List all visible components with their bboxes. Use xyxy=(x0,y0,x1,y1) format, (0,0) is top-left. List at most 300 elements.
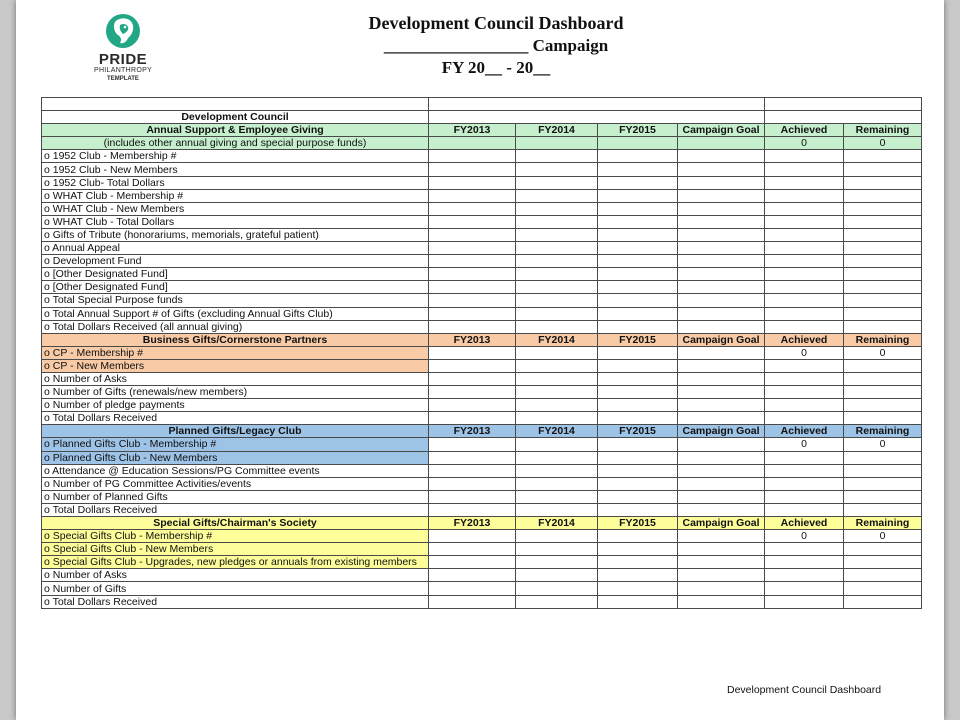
line-item-label: o Development Fund xyxy=(42,255,429,268)
value-cell xyxy=(844,268,922,281)
value-cell xyxy=(765,294,844,307)
value-cell xyxy=(516,137,598,150)
value-cell xyxy=(765,150,844,163)
value-cell xyxy=(598,176,678,189)
value-cell xyxy=(598,399,678,412)
value-cell xyxy=(765,268,844,281)
value-cell xyxy=(429,464,516,477)
value-cell xyxy=(678,477,765,490)
value-cell xyxy=(844,556,922,569)
value-cell xyxy=(844,399,922,412)
value-cell xyxy=(598,189,678,202)
value-cell xyxy=(429,281,516,294)
value-cell xyxy=(516,359,598,372)
value-cell xyxy=(678,359,765,372)
value-cell xyxy=(598,556,678,569)
line-item-label: o 1952 Club - New Members xyxy=(42,163,429,176)
value-cell xyxy=(516,556,598,569)
table-label-row xyxy=(42,111,922,124)
value-cell xyxy=(598,359,678,372)
value-cell xyxy=(429,543,516,556)
value-cell xyxy=(516,530,598,543)
value-cell xyxy=(678,399,765,412)
value-cell xyxy=(429,228,516,241)
value-cell xyxy=(429,150,516,163)
value-cell xyxy=(844,163,922,176)
value-cell xyxy=(429,176,516,189)
value-cell xyxy=(678,189,765,202)
value-cell xyxy=(429,189,516,202)
line-item-row xyxy=(42,281,922,294)
line-item-label: o Special Gifts Club - Upgrades, new pledges or annuals from existing members xyxy=(42,556,429,569)
table-blank-cell xyxy=(42,98,429,111)
value-cell xyxy=(516,412,598,425)
value-cell xyxy=(678,503,765,516)
value-cell xyxy=(678,372,765,385)
value-cell xyxy=(598,464,678,477)
value-cell xyxy=(429,582,516,595)
value-cell xyxy=(765,372,844,385)
value-cell xyxy=(678,320,765,333)
column-header: Campaign Goal xyxy=(678,124,765,137)
value-cell xyxy=(765,595,844,608)
line-item-row xyxy=(42,399,922,412)
column-header: FY2014 xyxy=(516,517,598,530)
section-title: Business Gifts/Cornerstone Partners xyxy=(42,333,429,346)
value-cell xyxy=(598,477,678,490)
line-item-label: o Total Special Purpose funds xyxy=(42,294,429,307)
value-cell xyxy=(429,556,516,569)
achieved-value: 0 xyxy=(765,438,844,451)
value-cell xyxy=(765,503,844,516)
value-cell xyxy=(765,255,844,268)
table-blank-cell xyxy=(765,98,922,111)
column-header: FY2015 xyxy=(598,425,678,438)
value-cell xyxy=(844,477,922,490)
line-item-row xyxy=(42,202,922,215)
value-cell xyxy=(429,595,516,608)
value-cell xyxy=(516,320,598,333)
value-cell xyxy=(678,438,765,451)
line-item-row xyxy=(42,582,922,595)
value-cell xyxy=(429,438,516,451)
remaining-value: 0 xyxy=(844,346,922,359)
document-page xyxy=(16,0,944,720)
value-cell xyxy=(765,163,844,176)
value-cell xyxy=(429,530,516,543)
line-item-row xyxy=(42,176,922,189)
section-totals-row xyxy=(42,438,922,451)
line-item-label: o 1952 Club - Membership # xyxy=(42,150,429,163)
line-item-label: o WHAT Club - New Members xyxy=(42,202,429,215)
value-cell xyxy=(516,569,598,582)
value-cell xyxy=(516,215,598,228)
column-header: FY2014 xyxy=(516,333,598,346)
section-subtitle: (includes other annual giving and special purpose funds) xyxy=(42,137,429,150)
value-cell xyxy=(516,176,598,189)
line-item-label: o Number of Gifts (renewals/new members) xyxy=(42,386,429,399)
value-cell xyxy=(844,320,922,333)
value-cell xyxy=(844,386,922,399)
value-cell xyxy=(516,386,598,399)
line-item-row xyxy=(42,320,922,333)
value-cell xyxy=(844,294,922,307)
value-cell xyxy=(516,582,598,595)
value-cell xyxy=(678,530,765,543)
line-item-label: o Gifts of Tribute (honorariums, memorials, grateful patient) xyxy=(42,228,429,241)
campaign-title: _________________ Campaign xyxy=(383,36,609,55)
value-cell xyxy=(516,294,598,307)
value-cell xyxy=(429,477,516,490)
value-cell xyxy=(598,438,678,451)
column-header: Remaining xyxy=(844,517,922,530)
value-cell xyxy=(678,150,765,163)
table-top-spacer-row xyxy=(42,98,922,111)
value-cell xyxy=(765,464,844,477)
logo-sub-text: PHILANTHROPY xyxy=(93,67,153,74)
line-item-label: o Planned Gifts Club - New Members xyxy=(42,451,429,464)
value-cell xyxy=(598,569,678,582)
value-cell xyxy=(765,215,844,228)
value-cell xyxy=(429,320,516,333)
line-item-label: o Total Dollars Received (all annual giving) xyxy=(42,320,429,333)
value-cell xyxy=(765,176,844,189)
value-cell xyxy=(516,346,598,359)
value-cell xyxy=(678,386,765,399)
value-cell xyxy=(678,543,765,556)
pride-philanthropy-logo xyxy=(80,13,166,91)
line-item-row xyxy=(42,477,922,490)
value-cell xyxy=(765,307,844,320)
value-cell xyxy=(678,202,765,215)
line-item-row xyxy=(42,294,922,307)
line-item-row xyxy=(42,163,922,176)
line-item-label: o [Other Designated Fund] xyxy=(42,268,429,281)
table-blank-cell xyxy=(429,111,765,124)
value-cell xyxy=(678,137,765,150)
value-cell xyxy=(765,399,844,412)
value-cell xyxy=(598,412,678,425)
value-cell xyxy=(765,242,844,255)
value-cell xyxy=(844,281,922,294)
value-cell xyxy=(516,268,598,281)
value-cell xyxy=(429,202,516,215)
value-cell xyxy=(516,438,598,451)
value-cell xyxy=(598,215,678,228)
value-cell xyxy=(429,386,516,399)
value-cell xyxy=(678,569,765,582)
value-cell xyxy=(678,556,765,569)
column-header: FY2014 xyxy=(516,124,598,137)
line-item-row xyxy=(42,543,922,556)
value-cell xyxy=(678,307,765,320)
logo-template-text: TEMPLATE xyxy=(107,76,139,82)
column-header: Achieved xyxy=(765,124,844,137)
value-cell xyxy=(516,595,598,608)
value-cell xyxy=(429,372,516,385)
value-cell xyxy=(429,569,516,582)
logo-brand-text: PRIDE xyxy=(98,51,148,68)
value-cell xyxy=(844,228,922,241)
value-cell xyxy=(765,582,844,595)
value-cell xyxy=(429,399,516,412)
value-cell xyxy=(598,150,678,163)
value-cell xyxy=(516,543,598,556)
achieved-value: 0 xyxy=(765,346,844,359)
value-cell xyxy=(516,189,598,202)
value-cell xyxy=(598,268,678,281)
value-cell xyxy=(844,255,922,268)
line-item-row xyxy=(42,451,922,464)
value-cell xyxy=(598,490,678,503)
value-cell xyxy=(678,215,765,228)
value-cell xyxy=(598,320,678,333)
value-cell xyxy=(429,490,516,503)
column-header: FY2015 xyxy=(598,333,678,346)
value-cell xyxy=(516,228,598,241)
line-item-label: o WHAT Club - Total Dollars xyxy=(42,215,429,228)
value-cell xyxy=(598,543,678,556)
column-header: Remaining xyxy=(844,333,922,346)
value-cell xyxy=(598,163,678,176)
value-cell xyxy=(765,281,844,294)
value-cell xyxy=(429,346,516,359)
line-item-label: o Number of Gifts xyxy=(42,582,429,595)
value-cell xyxy=(765,490,844,503)
value-cell xyxy=(598,294,678,307)
value-cell xyxy=(429,359,516,372)
line-item-row xyxy=(42,556,922,569)
value-cell xyxy=(844,215,922,228)
value-cell xyxy=(598,451,678,464)
line-item-label: o CP - New Members xyxy=(42,359,429,372)
value-cell xyxy=(598,228,678,241)
value-cell xyxy=(678,490,765,503)
value-cell xyxy=(678,228,765,241)
value-cell xyxy=(844,595,922,608)
value-cell xyxy=(429,268,516,281)
column-header: Campaign Goal xyxy=(678,425,765,438)
line-item-label: o Total Dollars Received xyxy=(42,503,429,516)
value-cell xyxy=(678,582,765,595)
table-blank-cell xyxy=(765,111,922,124)
line-item-row xyxy=(42,255,922,268)
value-cell xyxy=(765,451,844,464)
value-cell xyxy=(678,451,765,464)
value-cell xyxy=(598,255,678,268)
value-cell xyxy=(765,477,844,490)
value-cell xyxy=(429,255,516,268)
line-item-row xyxy=(42,307,922,320)
line-item-label: o Number of Asks xyxy=(42,569,429,582)
value-cell xyxy=(678,281,765,294)
line-item-label: o Number of Asks xyxy=(42,372,429,385)
value-cell xyxy=(844,189,922,202)
line-item-row xyxy=(42,386,922,399)
line-item-row xyxy=(42,189,922,202)
line-item-label: o Special Gifts Club - Membership # xyxy=(42,530,429,543)
value-cell xyxy=(844,451,922,464)
value-cell xyxy=(598,242,678,255)
value-cell xyxy=(429,242,516,255)
line-item-row xyxy=(42,595,922,608)
value-cell xyxy=(678,163,765,176)
value-cell xyxy=(765,569,844,582)
line-item-label: o CP - Membership # xyxy=(42,346,429,359)
column-header: Achieved xyxy=(765,517,844,530)
value-cell xyxy=(844,372,922,385)
value-cell xyxy=(844,176,922,189)
value-cell xyxy=(516,150,598,163)
development-council-label: Development Council xyxy=(42,111,429,124)
value-cell xyxy=(765,320,844,333)
line-item-row xyxy=(42,372,922,385)
line-item-label: o WHAT Club - Membership # xyxy=(42,189,429,202)
achieved-value: 0 xyxy=(765,530,844,543)
value-cell xyxy=(516,372,598,385)
line-item-label: o Planned Gifts Club - Membership # xyxy=(42,438,429,451)
section-header-row xyxy=(42,517,922,530)
line-item-row xyxy=(42,359,922,372)
achieved-value: 0 xyxy=(765,137,844,150)
value-cell xyxy=(844,569,922,582)
value-cell xyxy=(844,359,922,372)
section-title: Annual Support & Employee Giving xyxy=(42,124,429,137)
line-item-label: o Number of pledge payments xyxy=(42,399,429,412)
value-cell xyxy=(429,215,516,228)
value-cell xyxy=(678,176,765,189)
value-cell xyxy=(765,202,844,215)
value-cell xyxy=(598,503,678,516)
value-cell xyxy=(598,202,678,215)
value-cell xyxy=(765,228,844,241)
value-cell xyxy=(516,464,598,477)
line-item-label: o Special Gifts Club - New Members xyxy=(42,543,429,556)
line-item-row xyxy=(42,228,922,241)
value-cell xyxy=(516,202,598,215)
value-cell xyxy=(598,137,678,150)
value-cell xyxy=(598,530,678,543)
value-cell xyxy=(429,307,516,320)
line-item-row xyxy=(42,242,922,255)
value-cell xyxy=(429,163,516,176)
section-totals-row xyxy=(42,346,922,359)
column-header: FY2013 xyxy=(429,425,516,438)
value-cell xyxy=(765,543,844,556)
line-item-label: o Attendance @ Education Sessions/PG Committee events xyxy=(42,464,429,477)
line-item-row xyxy=(42,569,922,582)
value-cell xyxy=(844,503,922,516)
value-cell xyxy=(429,451,516,464)
value-cell xyxy=(598,307,678,320)
remaining-value: 0 xyxy=(844,530,922,543)
value-cell xyxy=(516,451,598,464)
line-item-label: o Number of Planned Gifts xyxy=(42,490,429,503)
value-cell xyxy=(844,150,922,163)
value-cell xyxy=(598,346,678,359)
fiscal-year-title: FY 20__ - 20__ xyxy=(441,58,551,77)
value-cell xyxy=(516,477,598,490)
column-header: Achieved xyxy=(765,425,844,438)
value-cell xyxy=(678,294,765,307)
column-header: Campaign Goal xyxy=(678,517,765,530)
line-item-label: o Total Dollars Received xyxy=(42,412,429,425)
column-header: Campaign Goal xyxy=(678,333,765,346)
line-item-row xyxy=(42,268,922,281)
line-item-label: o 1952 Club- Total Dollars xyxy=(42,176,429,189)
value-cell xyxy=(844,242,922,255)
remaining-value: 0 xyxy=(844,438,922,451)
value-cell xyxy=(765,412,844,425)
line-item-row xyxy=(42,150,922,163)
value-cell xyxy=(516,399,598,412)
line-item-label: o Total Dollars Received xyxy=(42,595,429,608)
line-item-label: o Total Annual Support # of Gifts (excluding Annual Gifts Club) xyxy=(42,307,429,320)
value-cell xyxy=(844,490,922,503)
value-cell xyxy=(765,189,844,202)
value-cell xyxy=(429,137,516,150)
lion-head-icon xyxy=(105,13,141,49)
value-cell xyxy=(844,582,922,595)
value-cell xyxy=(678,255,765,268)
value-cell xyxy=(678,464,765,477)
remaining-value: 0 xyxy=(844,137,922,150)
line-item-row xyxy=(42,503,922,516)
line-item-label: o Number of PG Committee Activities/events xyxy=(42,477,429,490)
value-cell xyxy=(678,595,765,608)
line-item-row xyxy=(42,464,922,477)
page-title: Development Council Dashboard xyxy=(368,13,624,33)
section-header-row xyxy=(42,425,922,438)
value-cell xyxy=(678,268,765,281)
value-cell xyxy=(516,242,598,255)
value-cell xyxy=(678,242,765,255)
line-item-row xyxy=(42,412,922,425)
line-item-label: o Annual Appeal xyxy=(42,242,429,255)
value-cell xyxy=(598,582,678,595)
column-header: Remaining xyxy=(844,124,922,137)
value-cell xyxy=(765,386,844,399)
column-header: FY2013 xyxy=(429,333,516,346)
footer-text: Development Council Dashboard xyxy=(727,684,882,696)
section-header-row xyxy=(42,333,922,346)
section-totals-row xyxy=(42,137,922,150)
value-cell xyxy=(516,503,598,516)
value-cell xyxy=(516,255,598,268)
value-cell xyxy=(598,372,678,385)
value-cell xyxy=(429,412,516,425)
value-cell xyxy=(598,595,678,608)
value-cell xyxy=(765,359,844,372)
line-item-row xyxy=(42,490,922,503)
value-cell xyxy=(844,464,922,477)
value-cell xyxy=(765,556,844,569)
column-header: FY2015 xyxy=(598,124,678,137)
value-cell xyxy=(516,307,598,320)
column-header: FY2013 xyxy=(429,517,516,530)
value-cell xyxy=(844,202,922,215)
section-title: Special Gifts/Chairman's Society xyxy=(42,517,429,530)
value-cell xyxy=(844,543,922,556)
value-cell xyxy=(516,163,598,176)
column-header: FY2014 xyxy=(516,425,598,438)
value-cell xyxy=(516,281,598,294)
dashboard-table xyxy=(41,97,922,609)
section-header-row xyxy=(42,124,922,137)
value-cell xyxy=(598,281,678,294)
value-cell xyxy=(844,307,922,320)
table-blank-cell xyxy=(429,98,765,111)
